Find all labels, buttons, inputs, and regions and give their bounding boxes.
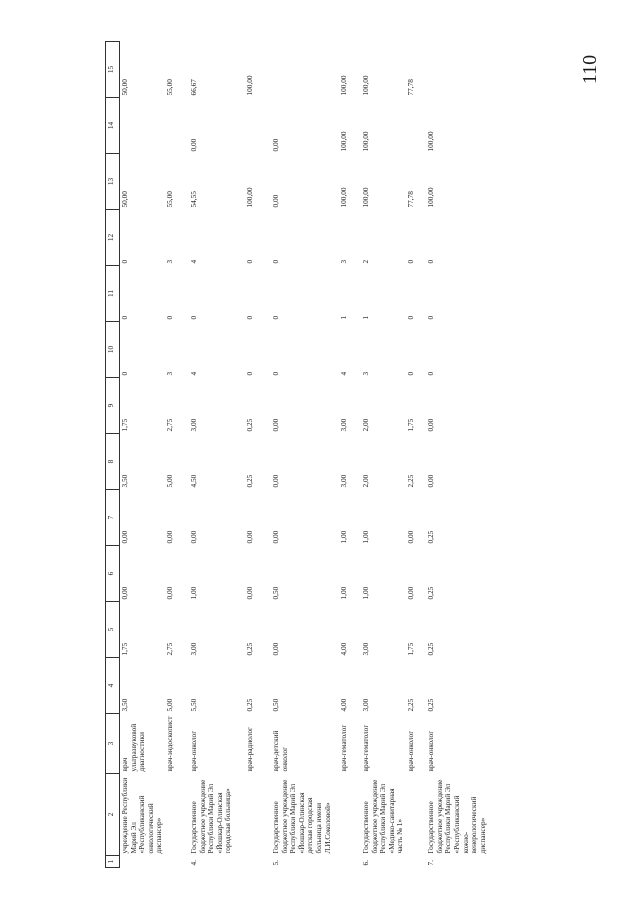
value-cell: 1,00 bbox=[339, 586, 349, 600]
value-cell: 1 bbox=[339, 315, 349, 320]
value-cell: 1,75 bbox=[406, 418, 416, 432]
value-cell: 0,00 bbox=[165, 586, 175, 600]
value-cell: 1,75 bbox=[120, 418, 129, 432]
table-row bbox=[271, 42, 339, 868]
value-cell: 0,00 bbox=[165, 530, 175, 544]
value-cell: 0 bbox=[271, 371, 281, 376]
organization-cell: Государственное бюджетное учреждение Республики Марий Эл «Медико-санитарная часть № 1» bbox=[361, 779, 405, 854]
value-cell: 100,00 bbox=[426, 187, 436, 208]
value-cell: 100,00 bbox=[361, 187, 371, 208]
value-cell: 2,00 bbox=[361, 418, 371, 432]
value-cell: 100,00 bbox=[339, 75, 349, 96]
value-cell: 4,00 bbox=[339, 698, 349, 712]
value-cell: 1,00 bbox=[189, 586, 199, 600]
value-cell bbox=[120, 98, 166, 154]
value-cell: 0,25 bbox=[426, 642, 436, 656]
header-row bbox=[106, 42, 120, 868]
value-cell: 0,25 bbox=[426, 586, 436, 600]
value-cell: 0 bbox=[165, 315, 175, 320]
value-cell: 0,25 bbox=[245, 698, 255, 712]
value-cell: 0 bbox=[271, 315, 281, 320]
table-row bbox=[189, 42, 245, 868]
value-cell: 5,00 bbox=[165, 698, 175, 712]
value-cell: 0,00 bbox=[120, 530, 129, 544]
value-cell: 3 bbox=[165, 259, 175, 264]
row-number-cell bbox=[406, 856, 426, 868]
value-cell bbox=[426, 42, 496, 98]
specialty-cell: врач ультразвуковой диагностики bbox=[120, 723, 147, 772]
organization-cell bbox=[245, 774, 271, 856]
value-cell: 0 bbox=[120, 259, 129, 264]
value-cell: 1,00 bbox=[361, 586, 371, 600]
row-number-cell bbox=[120, 856, 166, 868]
value-cell: 0 bbox=[426, 259, 436, 264]
column-header: 11 bbox=[106, 266, 120, 322]
table-row bbox=[426, 42, 496, 868]
value-cell: 66,67 bbox=[189, 79, 199, 96]
staffing-table bbox=[105, 41, 496, 868]
value-cell: 3 bbox=[361, 371, 371, 376]
value-cell: 3,00 bbox=[361, 642, 371, 656]
column-header: 10 bbox=[106, 322, 120, 378]
row-number-cell: 4. bbox=[189, 860, 199, 866]
value-cell bbox=[406, 98, 426, 154]
value-cell: 3,00 bbox=[189, 642, 199, 656]
value-cell: 0,25 bbox=[426, 530, 436, 544]
value-cell bbox=[271, 42, 339, 98]
value-cell: 0,00 bbox=[189, 138, 199, 152]
value-cell: 0,00 bbox=[189, 530, 199, 544]
column-header: 12 bbox=[106, 210, 120, 266]
value-cell: 4 bbox=[189, 371, 199, 376]
value-cell: 1,00 bbox=[361, 530, 371, 544]
value-cell: 0 bbox=[426, 315, 436, 320]
value-cell: 77,78 bbox=[406, 191, 416, 208]
column-header: 2 bbox=[106, 774, 120, 856]
column-header: 1 bbox=[106, 856, 120, 868]
specialty-cell: врач-онколог bbox=[189, 730, 199, 772]
value-cell: 0 bbox=[120, 315, 129, 320]
value-cell: 5,50 bbox=[189, 698, 199, 712]
organization-cell bbox=[406, 774, 426, 856]
value-cell: 0,25 bbox=[245, 418, 255, 432]
table-row bbox=[339, 42, 361, 868]
column-header: 7 bbox=[106, 490, 120, 546]
organization-cell: учреждение Республики Марий Эл «Республиканский онкологический диспансер» bbox=[120, 777, 164, 854]
value-cell: 3,00 bbox=[339, 418, 349, 432]
value-cell: 2 bbox=[361, 259, 371, 264]
value-cell: 0,00 bbox=[271, 138, 281, 152]
value-cell: 100,00 bbox=[339, 187, 349, 208]
rotated-table-container bbox=[105, 65, 525, 868]
value-cell: 77,78 bbox=[406, 79, 416, 96]
value-cell: 1,75 bbox=[406, 642, 416, 656]
value-cell: 1,75 bbox=[120, 642, 129, 656]
value-cell: 5,00 bbox=[165, 474, 175, 488]
value-cell: 0,00 bbox=[271, 194, 281, 208]
value-cell: 100,00 bbox=[361, 75, 371, 96]
value-cell: 2,25 bbox=[406, 698, 416, 712]
organization-cell: Государственное бюджетное учреждение Республики Марий Эл «Йошкар-Олинская городская больница» bbox=[189, 779, 233, 854]
value-cell: 3,00 bbox=[189, 418, 199, 432]
column-header: 15 bbox=[106, 42, 120, 98]
value-cell: 100,00 bbox=[426, 131, 436, 152]
specialty-cell: врач-эндоскопист bbox=[165, 716, 175, 772]
row-number-cell: 7. bbox=[426, 860, 436, 866]
value-cell: 1,00 bbox=[339, 530, 349, 544]
value-cell: 4,00 bbox=[339, 642, 349, 656]
value-cell: 2,25 bbox=[406, 474, 416, 488]
value-cell: 50,00 bbox=[120, 79, 129, 96]
value-cell: 0,25 bbox=[245, 474, 255, 488]
column-header: 14 bbox=[106, 98, 120, 154]
value-cell: 1 bbox=[361, 315, 371, 320]
value-cell: 0,00 bbox=[120, 586, 129, 600]
organization-cell: Государственное бюджетное учреждение Республики Марий Эл «Йошкар-Олинская детская городская больница имени Л.И.Соколовой» bbox=[271, 779, 332, 854]
organization-cell bbox=[165, 774, 189, 856]
value-cell: 0,25 bbox=[426, 698, 436, 712]
row-number-cell bbox=[245, 856, 271, 868]
value-cell: 4,50 bbox=[189, 474, 199, 488]
value-cell: 3 bbox=[339, 259, 349, 264]
page-number: 110 bbox=[578, 54, 601, 85]
organization-cell: Государственное бюджетное учреждение Республики Марий Эл «Республиканский кожно-венерологический диспансер» bbox=[426, 779, 487, 854]
table-row bbox=[165, 42, 189, 868]
specialty-cell: врач-гематолог bbox=[339, 724, 349, 772]
row-number-cell bbox=[339, 856, 361, 868]
value-cell: 3,00 bbox=[361, 698, 371, 712]
value-cell: 0,00 bbox=[406, 586, 416, 600]
table-row bbox=[406, 42, 426, 868]
value-cell: 0,00 bbox=[245, 530, 255, 544]
value-cell: 3,00 bbox=[339, 474, 349, 488]
value-cell: 0 bbox=[426, 371, 436, 376]
value-cell: 0 bbox=[245, 371, 255, 376]
organization-cell bbox=[339, 774, 361, 856]
value-cell: 100,00 bbox=[245, 187, 255, 208]
value-cell: 55,00 bbox=[165, 191, 175, 208]
value-cell: 0,00 bbox=[271, 474, 281, 488]
row-number-cell bbox=[165, 856, 189, 868]
value-cell: 0,00 bbox=[271, 642, 281, 656]
value-cell: 0,00 bbox=[406, 530, 416, 544]
value-cell: 0 bbox=[245, 315, 255, 320]
value-cell: 100,00 bbox=[245, 75, 255, 96]
value-cell: 0 bbox=[120, 371, 129, 376]
rotated-table bbox=[105, 65, 525, 868]
value-cell: 100,00 bbox=[339, 131, 349, 152]
table-row bbox=[361, 42, 406, 868]
row-number-cell: 6. bbox=[361, 860, 371, 866]
value-cell: 0,00 bbox=[426, 474, 436, 488]
specialty-cell: врач-онколог bbox=[426, 730, 436, 772]
value-cell: 3 bbox=[165, 371, 175, 376]
value-cell: 3,50 bbox=[120, 698, 129, 712]
value-cell: 50,00 bbox=[120, 191, 129, 208]
value-cell: 2,75 bbox=[165, 642, 175, 656]
value-cell: 100,00 bbox=[361, 131, 371, 152]
row-number-cell: 5. bbox=[271, 860, 281, 866]
value-cell: 0,00 bbox=[271, 418, 281, 432]
specialty-cell: врач-гематолог bbox=[361, 724, 371, 772]
column-header: 5 bbox=[106, 602, 120, 658]
specialty-cell: врач-радиолог bbox=[245, 727, 255, 772]
table-row bbox=[120, 42, 166, 868]
value-cell: 0 bbox=[189, 315, 199, 320]
column-header: 3 bbox=[106, 714, 120, 774]
value-cell: 0 bbox=[406, 315, 416, 320]
value-cell: 0,00 bbox=[245, 586, 255, 600]
value-cell bbox=[245, 98, 271, 154]
value-cell: 0 bbox=[271, 259, 281, 264]
value-cell: 0 bbox=[245, 259, 255, 264]
value-cell: 0 bbox=[406, 371, 416, 376]
value-cell: 0,50 bbox=[271, 586, 281, 600]
value-cell: 0,50 bbox=[271, 698, 281, 712]
value-cell: 2,75 bbox=[165, 418, 175, 432]
value-cell bbox=[165, 98, 189, 154]
specialty-cell: врач-онколог bbox=[406, 730, 416, 772]
value-cell: 3,50 bbox=[120, 474, 129, 488]
table-row bbox=[245, 42, 271, 868]
column-header: 8 bbox=[106, 434, 120, 490]
column-header: 13 bbox=[106, 154, 120, 210]
value-cell: 0,00 bbox=[426, 418, 436, 432]
value-cell: 54,55 bbox=[189, 191, 199, 208]
value-cell: 4 bbox=[339, 371, 349, 376]
value-cell: 0,25 bbox=[245, 642, 255, 656]
value-cell: 4 bbox=[189, 259, 199, 264]
value-cell: 0 bbox=[406, 259, 416, 264]
value-cell: 55,00 bbox=[165, 79, 175, 96]
column-header: 9 bbox=[106, 378, 120, 434]
specialty-cell: врач-детский онколог bbox=[271, 730, 289, 772]
value-cell: 0,00 bbox=[271, 530, 281, 544]
column-header: 4 bbox=[106, 658, 120, 714]
column-header: 6 bbox=[106, 546, 120, 602]
value-cell: 2,00 bbox=[361, 474, 371, 488]
